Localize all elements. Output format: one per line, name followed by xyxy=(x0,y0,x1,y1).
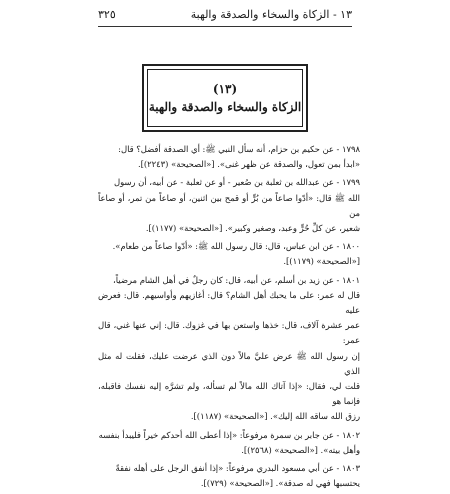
hadith-line: يحتسبها فهي له صدقة». [«الصحيحة» (٧٢٩)]. xyxy=(200,478,360,489)
hadith-1802 xyxy=(98,428,360,458)
hadith-1799 xyxy=(98,175,360,236)
running-header xyxy=(98,8,352,21)
page-body xyxy=(98,142,360,494)
chapter-title-inner-frame xyxy=(147,69,303,127)
hadith-1798 xyxy=(98,142,360,172)
hadith-1803 xyxy=(98,461,360,491)
hadith-line: رزق الله ساقه الله إليك». [«الصحيحة» (١١٨٧)]. xyxy=(190,411,360,422)
hadith-line: «ابدأ بمن تعول، والصدقة عن ظهر غنى». [«الصحيحة» (٢٢٤٣)]. xyxy=(137,159,360,170)
hadith-line: إن رسول الله ﷺ عرض عليَّ مالاً دون الذي عرضت عليك، فقلت له مثل الذي xyxy=(98,350,360,376)
hadith-line: قال له عمر: على ما يحبك أهل الشام؟ قال: أغازيهم وأواسيهم. قال: فعرض عليه xyxy=(98,289,360,316)
hadith-line: وأهل بيته». [«الصحيحة» (٢٥٦٨)]. xyxy=(241,444,360,455)
chapter-title: الزكاة والسخاء والصدقة والهبة xyxy=(148,100,302,114)
running-header-title: ١٣ - الزكاة والسخاء والصدقة والهبة xyxy=(190,8,352,21)
hadith-line: ١٨٠١ - عن زيد بن أسلم، عن أبيه، قال: كان رجلٌ في أهل الشام مرضياً، xyxy=(113,274,360,285)
hadith-line: ١٧٩٨ - عن حكيم بن حزام، أنه سأل النبي ﷺ: أي الصدقة أفضل؟ قال: xyxy=(118,144,360,154)
header-divider xyxy=(98,26,352,27)
hadith-1801 xyxy=(98,273,360,425)
hadith-line: قلت لي، فقال: «إذا آتاك الله مالاً لم تسأله، ولم تشرَّه إليه نفسك فاقبله، فإنما هو xyxy=(98,381,360,407)
page-number: ٣٢٥ xyxy=(98,8,116,21)
hadith-line: ١٨٠٣ - عن أبي مسعود البدري مرفوعاً: «إذا أنفق الرجل على أهله نفقةً xyxy=(115,463,360,474)
hadith-1800 xyxy=(98,239,360,269)
hadith-line: ١٨٠٠ - عن ابن عباس، قال: قال رسول الله ﷺ: «أدّوا صاعاً من طعام». xyxy=(112,241,360,252)
hadith-line: [«الصحيحة» (١١٧٩)]. xyxy=(283,256,360,267)
chapter-number: (١٣) xyxy=(212,82,238,96)
chapter-title-frame xyxy=(142,64,308,132)
hadith-line: ١٧٩٩ - عن عبدالله بن ثعلبة بن صُعير - أو عن ثعلبة - عن أبيه، أن رسول xyxy=(114,177,360,188)
hadith-line: عمر عشرة آلاف، قال: خذها واستعن بها في غزوك. قال: إني عنها غني، قال عمر: xyxy=(98,320,360,346)
hadith-line: شعير، عن كلِّ حُرٍّ وعبد، وصغير وكبير». [«الصحيحة» (١١٧٧)]. xyxy=(145,223,360,234)
hadith-line: الله ﷺ قال: «أدّوا صاعاً من بُرٍّ أو قمح بين اثنين، أو صاعاً من تمر، أو صاعاً من xyxy=(98,192,360,218)
hadith-line: ١٨٠٢ - عن جابر بن سمرة مرفوعاً: «إذا أعطى الله أحدكم خيراً فليبدأ بنفسه xyxy=(98,429,360,440)
